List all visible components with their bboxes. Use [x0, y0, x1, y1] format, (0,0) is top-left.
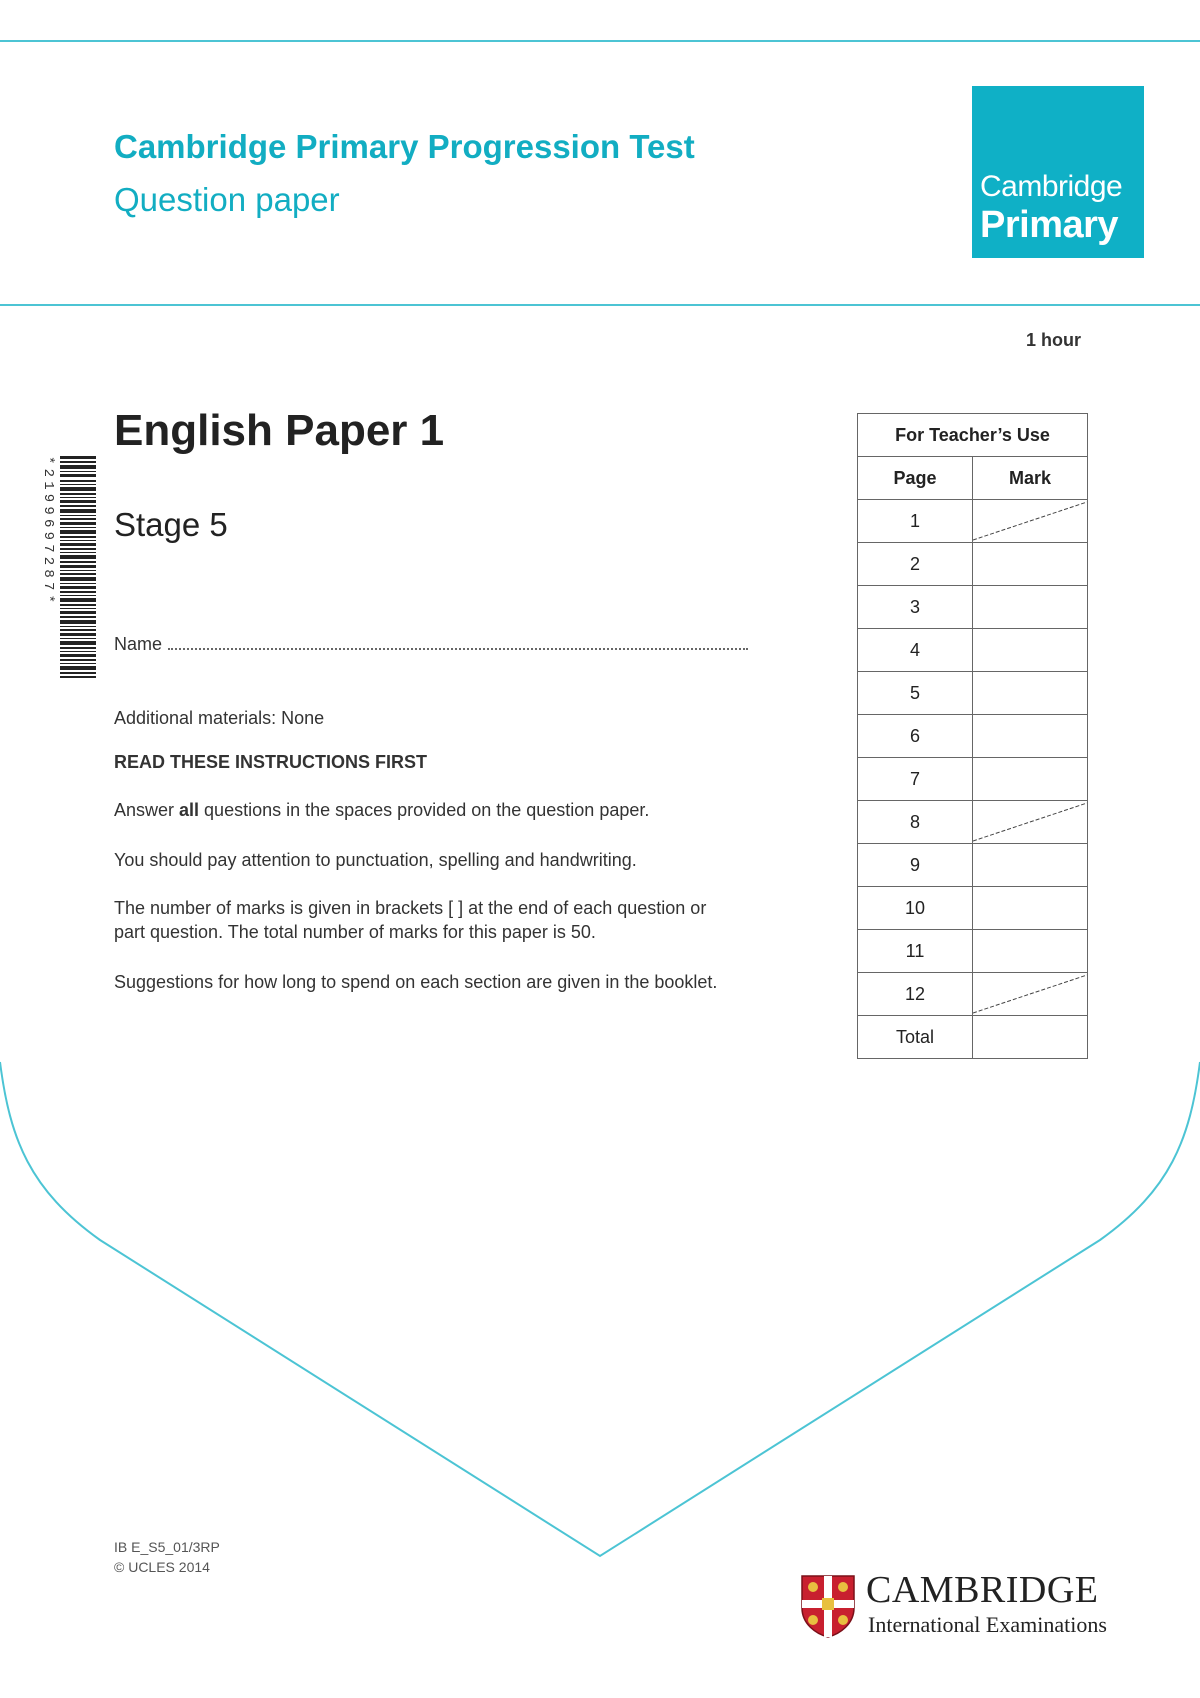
instruction-line-4: Suggestions for how long to spend on each section are given in the booklet.: [114, 972, 718, 992]
header-title: Cambridge Primary Progression Test: [114, 128, 695, 165]
page-number-cell: 11: [858, 930, 973, 973]
instructions-heading: READ THESE INSTRUCTIONS FIRST: [114, 752, 428, 772]
cambridge-crest-icon: [800, 1574, 856, 1638]
page-number-cell: 7: [858, 758, 973, 801]
teacher-table-caption: For Teacher’s Use: [858, 414, 1088, 457]
instruction-line-2: You should pay attention to punctuation, spelling and handwriting.: [114, 850, 637, 870]
paper-title: English Paper 1: [114, 406, 445, 455]
page-number-cell: 5: [858, 672, 973, 715]
page-number-cell: 10: [858, 887, 973, 930]
instruction-line-3b: part question. The total number of marks for this paper is 50.: [114, 922, 596, 942]
instruction-1-bold: all: [179, 800, 200, 820]
duration-label: 1 hour: [1026, 330, 1082, 350]
header-subtitle: Question paper: [114, 181, 340, 218]
instruction-1-pre: Answer: [114, 800, 180, 820]
column-header-page: Page: [858, 457, 973, 500]
instruction-line-3a: The number of marks is given in brackets [ ] at the end of each question or: [114, 898, 707, 918]
page-number-cell: 1: [858, 500, 973, 543]
page-number-cell: 12: [858, 973, 973, 1016]
copyright: © UCLES 2014: [114, 1559, 210, 1575]
additional-materials: Additional materials: None: [114, 708, 325, 728]
total-label: Total: [858, 1016, 973, 1059]
logo-line1: Cambridge: [980, 170, 1123, 203]
logo-line2: Primary: [980, 204, 1119, 246]
stage-label: Stage 5: [114, 506, 228, 543]
name-label: Name: [114, 634, 163, 654]
barcode-digits: *2199697287*: [40, 456, 56, 608]
paper-code: IB E_S5_01/3RP: [114, 1539, 220, 1555]
instruction-1-post: questions in the spaces provided on the question paper.: [199, 800, 650, 820]
page-number-cell: 4: [858, 629, 973, 672]
page-number-cell: 2: [858, 543, 973, 586]
page-number-cell: 8: [858, 801, 973, 844]
page-number-cell: 9: [858, 844, 973, 887]
page-number-cell: 3: [858, 586, 973, 629]
page-number-cell: 6: [858, 715, 973, 758]
cie-subtitle: International Examinations: [868, 1612, 1107, 1637]
column-header-mark: Mark: [973, 457, 1088, 500]
cie-wordmark: CAMBRIDGE: [866, 1569, 1099, 1611]
